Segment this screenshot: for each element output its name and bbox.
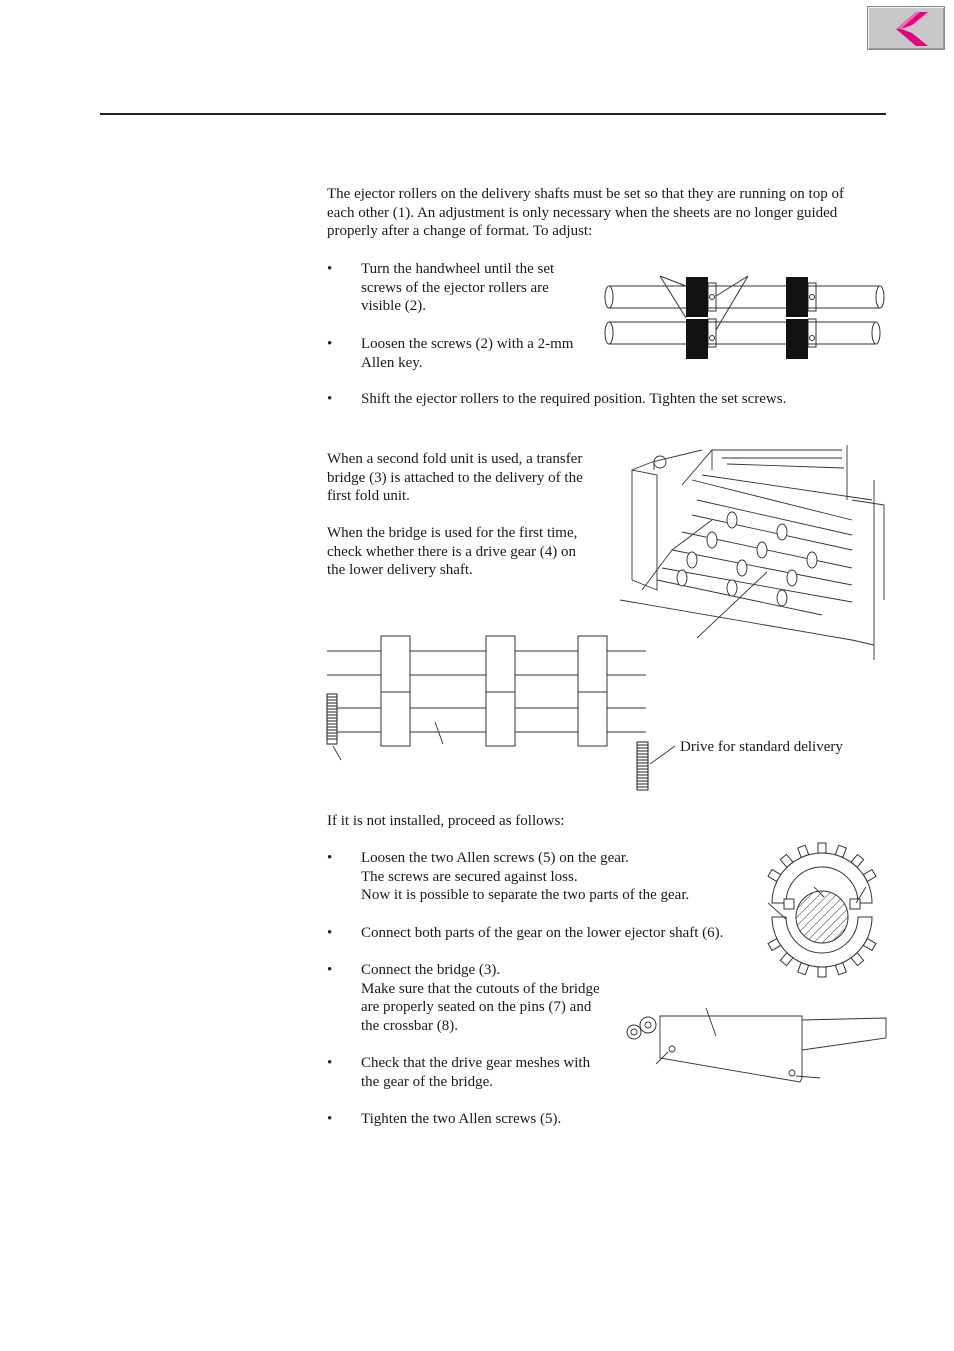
bridge-paragraph-2 xyxy=(327,524,577,580)
ejector-rollers-figure xyxy=(600,268,890,368)
not-installed-text: If it is not installed, proceed as follows: xyxy=(327,813,565,829)
bridge-figure xyxy=(620,1008,890,1093)
step-line: Make sure that the cutouts of the bridge xyxy=(361,980,600,997)
bullet: • xyxy=(327,962,333,978)
step-line: Loosen the screws (2) with a 2-mm xyxy=(361,336,574,352)
bullet: • xyxy=(327,1055,333,1071)
text-line: check whether there is a drive gear (4) on xyxy=(327,543,577,560)
text-line: When a second fold unit is used, a transfer xyxy=(327,451,583,467)
drive-gear-icon xyxy=(327,694,337,744)
step-line: Now it is possible to separate the two parts of the gear. xyxy=(361,887,690,904)
header-rule xyxy=(100,113,886,115)
intro-line: properly after a change of format. To adjust: xyxy=(327,223,593,240)
delivery-unit-figure xyxy=(612,440,887,665)
step-line: Tighten the two Allen screws (5). xyxy=(361,1111,562,1127)
bridge-paragraph-1 xyxy=(327,450,583,506)
step-line: Connect the bridge (3). xyxy=(361,962,501,978)
split-gear-figure xyxy=(760,835,890,985)
text-line: When the bridge is used for the first time, xyxy=(327,525,578,541)
step-line: screws of the ejector rollers are xyxy=(361,279,549,296)
step-line: visible (2). xyxy=(361,298,426,315)
bullet: • xyxy=(327,850,333,866)
back-button[interactable] xyxy=(867,6,945,50)
step-line: Allen key. xyxy=(361,354,423,371)
step-line: Turn the handwheel until the set xyxy=(361,261,555,277)
step-line: Check that the drive gear meshes with xyxy=(361,1055,591,1071)
text-line: first fold unit. xyxy=(327,488,410,505)
text-line: bridge (3) is attached to the delivery of the xyxy=(327,469,583,486)
text-line: the lower delivery shaft. xyxy=(327,562,473,579)
chevron-left-icon xyxy=(868,7,946,51)
bullet: • xyxy=(327,925,333,941)
standard-drive-gear-icon xyxy=(637,742,648,790)
step-line: are properly seated on the pins (7) and xyxy=(361,999,592,1016)
bullet: • xyxy=(327,391,333,407)
intro-line: each other (1). An adjustment is only necessary when the sheets are no longer guided xyxy=(327,204,838,221)
bullet: • xyxy=(327,1111,333,1127)
step-line: The screws are secured against loss. xyxy=(361,868,578,885)
step-line: Connect both parts of the gear on the lower ejector shaft (6). xyxy=(361,925,724,941)
bullet: • xyxy=(327,261,333,277)
step-line: Loosen the two Allen screws (5) on the gear. xyxy=(361,850,629,866)
step-line: the crossbar (8). xyxy=(361,1018,459,1035)
drive-label: Drive for standard delivery xyxy=(680,739,843,755)
drive-schematic-figure xyxy=(325,634,655,794)
intro-paragraph xyxy=(327,185,844,241)
bullet: • xyxy=(327,336,333,352)
step-line: Shift the ejector rollers to the required position. Tighten the set screws. xyxy=(361,391,787,407)
step-line: the gear of the bridge. xyxy=(361,1073,494,1090)
intro-line: The ejector rollers on the delivery shafts must be set so that they are running on top of xyxy=(327,186,844,202)
